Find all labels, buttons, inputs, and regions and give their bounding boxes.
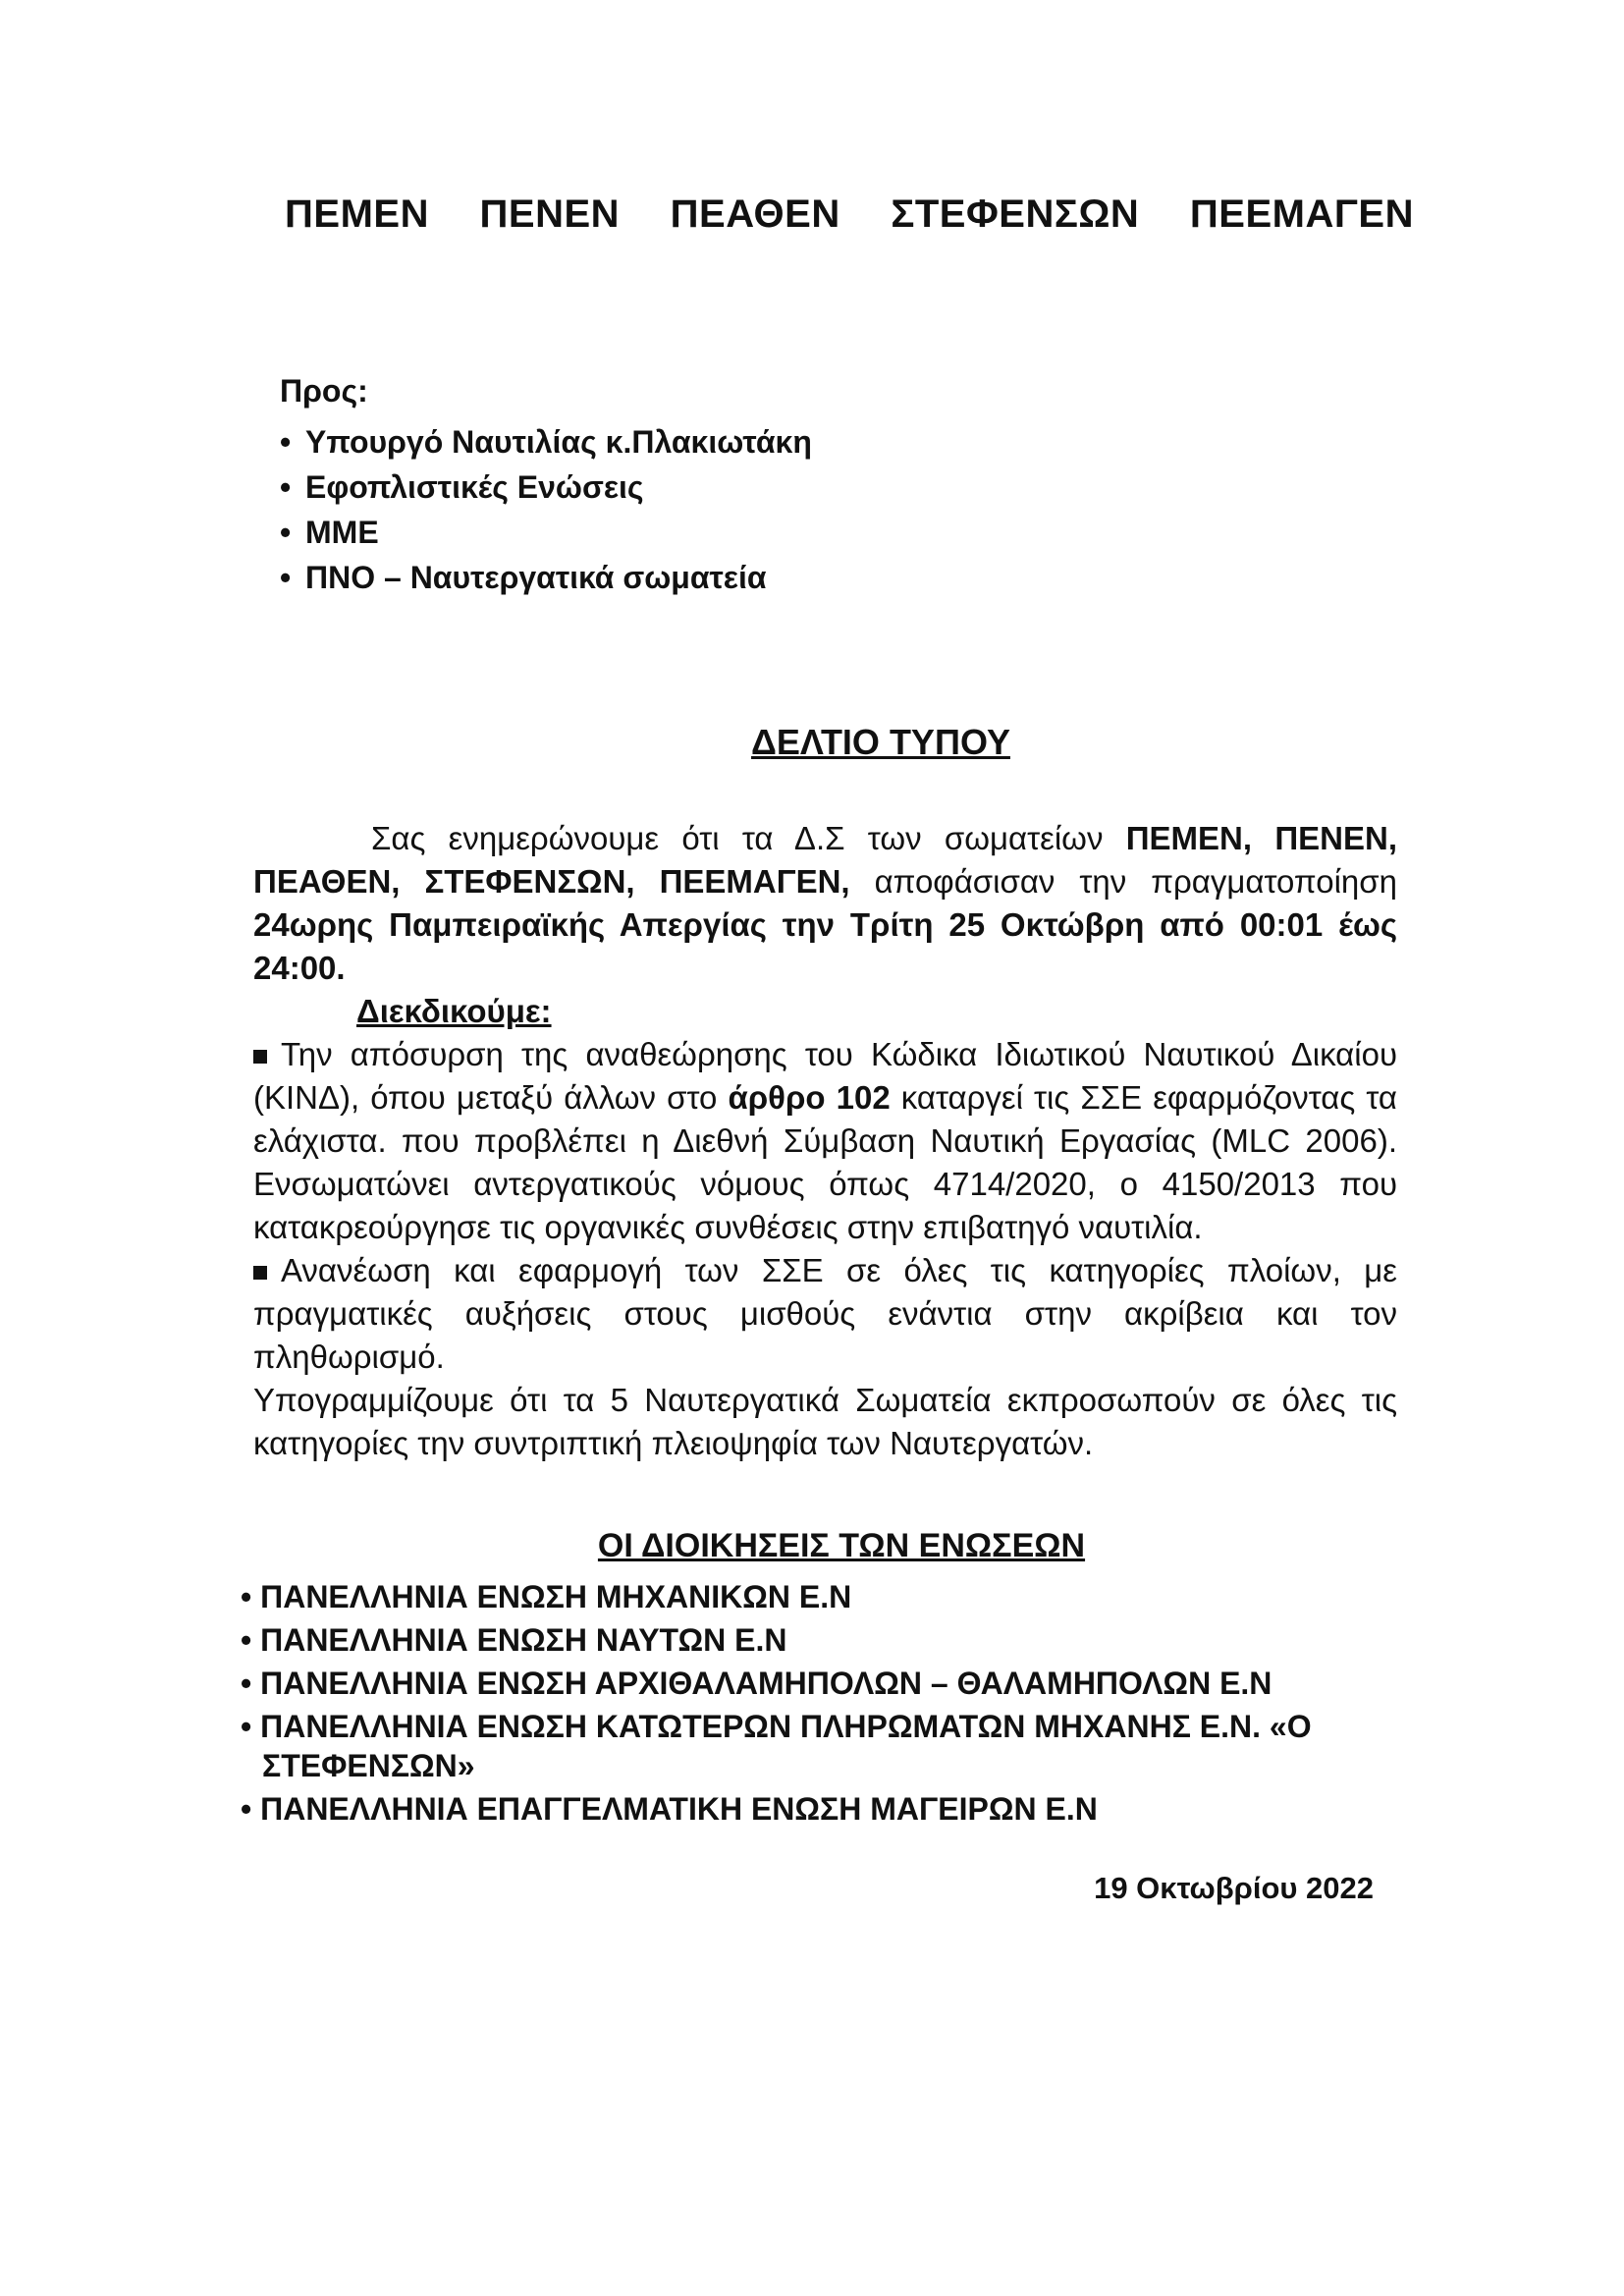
recipient-text: Εφοπλιστικές Ενώσεις — [305, 469, 644, 505]
demand-text: καταργεί τις ΣΣΕ εφαρμόζοντας τα ελάχιστα. που προβλέπει η Διεθνή Σύμβαση Ναυτική Εργασίας (MLC 2006). Ενσωματώνει αντεργατικούς νόμους όπως 4714/2020, ο 4150/2013 που κατακρεούργησε τις οργανικές συνθέσεις στην επιβατηγό ναυτιλία. — [253, 1079, 1398, 1245]
intro-paragraph — [253, 817, 1397, 990]
demands-heading: Διεκδικούμε: — [356, 993, 552, 1029]
union-name: ΠΕΜΕΝ — [285, 192, 429, 236]
bullet-icon: • — [241, 1579, 261, 1614]
recipient-item — [280, 555, 812, 600]
union-name: ΣΤΕΦΕΝΣΩΝ — [891, 192, 1140, 236]
administrations-list — [241, 1577, 1419, 1829]
administration-text: ΠΑΝΕΛΛΗΝΙΑ ΕΝΩΣΗ ΝΑΥΤΩΝ Ε.Ν — [260, 1622, 787, 1658]
administration-item — [241, 1620, 1419, 1660]
recipient-item — [280, 419, 812, 465]
administrations-title — [0, 1527, 1624, 1565]
recipient-text: Υπουργό Ναυτιλίας κ.Πλακιωτάκη — [305, 424, 812, 460]
administration-item — [241, 1577, 1419, 1616]
demand-text: Ανανέωση και εφαρμογή των ΣΣΕ σε όλες τις κατηγορίες πλοίων, με πραγματικές αυξήσεις στους μισθούς ενάντια στην ακρίβεια και τον πληθωρισμό. — [253, 1252, 1397, 1375]
union-names-header — [285, 192, 1414, 237]
recipient-text: ΜΜΕ — [305, 515, 379, 550]
bullet-icon: • — [241, 1709, 261, 1744]
bullet-icon: • — [280, 469, 292, 505]
demand-paragraph — [253, 1249, 1397, 1379]
intro-text: Σας ενημερώνουμε ότι τα Δ.Σ των σωματείων — [371, 820, 1126, 856]
administrations-block — [241, 1577, 1419, 1832]
square-bullet-icon — [253, 1266, 267, 1280]
administration-text: ΠΑΝΕΛΛΗΝΙΑ ΕΠΑΓΓΕΛΜΑΤΙΚΗ ΕΝΩΣΗ ΜΑΓΕΙΡΩΝ Ε.Ν — [260, 1791, 1098, 1827]
closing-paragraph: Υπογραμμίζουμε ότι τα 5 Ναυτεργατικά Σωματεία εκπροσωπούν σε όλες τις κατηγορίες την συντριπτική πλειοψηφία των Ναυτεργατών. — [253, 1382, 1397, 1461]
administration-text: ΠΑΝΕΛΛΗΝΙΑ ΕΝΩΣΗ ΑΡΧΙΘΑΛΑΜΗΠΟΛΩΝ – ΘΑΛΑΜΗΠΟΛΩΝ Ε.Ν — [260, 1666, 1272, 1701]
bullet-icon: • — [241, 1791, 261, 1827]
union-name: ΠΕΑΘΕΝ — [670, 192, 840, 236]
square-bullet-icon — [253, 1050, 267, 1064]
administration-text: ΠΑΝΕΛΛΗΝΙΑ ΕΝΩΣΗ ΚΑΤΩΤΕΡΩΝ ΠΛΗΡΩΜΑΤΩΝ ΜΗΧΑΝΗΣ Ε.Ν. «Ο ΣΤΕΦΕΝΣΩΝ» — [260, 1709, 1312, 1783]
document-title — [0, 722, 1624, 763]
recipients-list — [280, 419, 812, 600]
administration-item — [241, 1789, 1419, 1829]
document-date: 19 Οκτωβρίου 2022 — [1094, 1871, 1374, 1905]
intro-text: αποφάσισαν την πραγματοποίηση — [849, 863, 1397, 900]
demand-text: Την απόσυρση της αναθεώρησης του Κώδικα Ιδιωτικού Ναυτικού Δικαίου (ΚΙΝΔ), όπου μεταξύ άλλων στο — [253, 1036, 1397, 1116]
union-name: ΠΕΝΕΝ — [479, 192, 621, 236]
recipient-text: ΠΝΟ – Ναυτεργατικά σωματεία — [305, 560, 767, 595]
union-name: ΠΕΕΜΑΓΕΝ — [1189, 192, 1414, 236]
document-body — [253, 817, 1397, 1465]
bullet-icon: • — [241, 1666, 261, 1701]
demand-paragraph — [253, 1033, 1397, 1249]
administration-text: ΠΑΝΕΛΛΗΝΙΑ ΕΝΩΣΗ ΜΗΧΑΝΙΚΩΝ Ε.Ν — [260, 1579, 852, 1614]
bullet-icon: • — [280, 560, 292, 595]
recipient-item — [280, 510, 812, 555]
administration-item — [241, 1707, 1419, 1785]
document-title-text: ΔΕΛΤΙΟ ΤΥΠΟΥ — [751, 722, 1010, 762]
demand-article-bold: άρθρο 102 — [728, 1079, 891, 1116]
administrations-title-text: ΟΙ ΔΙΟΙΚΗΣΕΙΣ ΤΩΝ ΕΝΩΣΕΩΝ — [597, 1527, 1086, 1564]
bullet-icon: • — [241, 1622, 261, 1658]
intro-unions-bold: ΠΕΜΕΝ, ΠΕΝΕΝ, ΠΕΑΘΕΝ, ΣΤΕΦΕΝΣΩΝ, ΠΕΕΜΑΓΕΝ, — [253, 820, 1397, 900]
bullet-icon: • — [280, 424, 292, 460]
recipients-label: Προς: — [280, 373, 368, 409]
intro-strike-bold: 24ωρης Παμπειραϊκής Απεργίας την Τρίτη 25 Οκτώβρη από 00:01 έως 24:00. — [253, 906, 1397, 986]
recipients-block — [280, 373, 812, 600]
administration-item — [241, 1664, 1419, 1703]
recipient-item — [280, 465, 812, 510]
bullet-icon: • — [280, 515, 292, 550]
